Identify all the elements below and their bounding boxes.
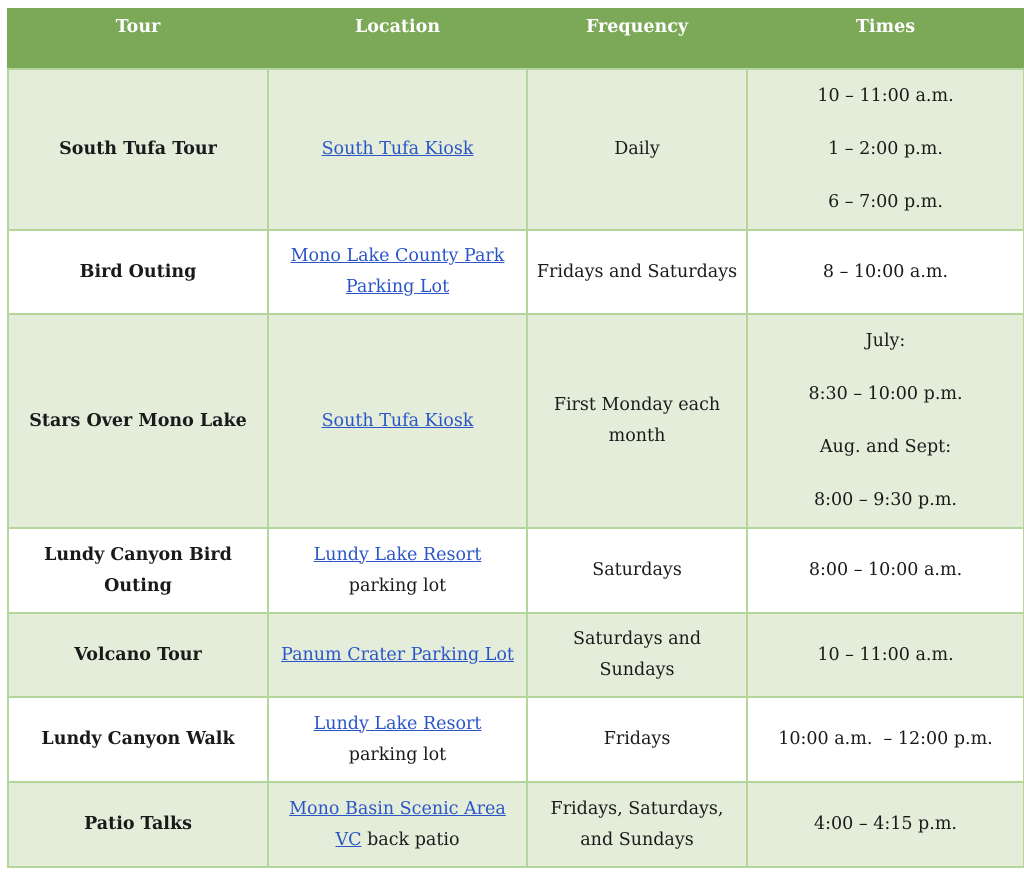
location-suffix: back patio xyxy=(367,829,460,850)
frequency-cell: Fridays xyxy=(527,697,747,782)
tour-schedule-table xyxy=(7,8,1024,868)
frequency-cell: Daily xyxy=(527,69,747,230)
table-row xyxy=(8,314,1024,528)
table-row xyxy=(8,613,1024,697)
time-line: 10 – 11:00 a.m. xyxy=(817,644,954,665)
location-link[interactable]: Panum Crater Parking Lot xyxy=(281,644,514,665)
table-row xyxy=(8,697,1024,782)
times-cell xyxy=(747,230,1024,314)
table-row xyxy=(8,69,1024,230)
tour-name: Lundy Canyon Walk xyxy=(8,697,268,782)
times-cell xyxy=(747,782,1024,867)
time-line: 4:00 – 4:15 p.m. xyxy=(814,814,957,834)
times-cell xyxy=(747,697,1024,782)
location-suffix: parking lot xyxy=(348,744,447,765)
header-tour: Tour xyxy=(8,9,268,69)
time-line: 6 – 7:00 p.m. xyxy=(828,192,943,212)
location-suffix: parking lot xyxy=(348,575,447,596)
table-row xyxy=(8,230,1024,314)
frequency-cell: Fridays, Saturdays, and Sundays xyxy=(527,782,747,867)
time-line: Aug. and Sept: xyxy=(819,437,952,457)
header-row xyxy=(8,9,1024,69)
frequency-cell: Saturdays xyxy=(527,528,747,613)
time-line: July: xyxy=(865,331,906,351)
tour-name: Volcano Tour xyxy=(8,613,268,697)
location-cell xyxy=(268,528,527,613)
tour-name: Bird Outing xyxy=(8,230,268,314)
frequency-cell: First Monday each month xyxy=(527,314,747,528)
location-cell xyxy=(268,782,527,867)
frequency-cell: Fridays and Saturdays xyxy=(527,230,747,314)
times-cell xyxy=(747,528,1024,613)
location-cell xyxy=(268,230,527,314)
tour-name: Patio Talks xyxy=(8,782,268,867)
time-line: 8 – 10:00 a.m. xyxy=(822,261,949,282)
header-frequency: Frequency xyxy=(527,9,747,69)
frequency-cell: Saturdays and Sundays xyxy=(527,613,747,697)
time-line: 8:00 – 9:30 p.m. xyxy=(814,490,957,510)
tour-name: South Tufa Tour xyxy=(8,69,268,230)
location-link[interactable]: South Tufa Kiosk xyxy=(321,139,474,159)
location-link[interactable]: Lundy Lake Resort xyxy=(313,713,482,734)
location-link[interactable]: Mono Basin Scenic Area VC xyxy=(289,798,506,850)
location-cell xyxy=(268,314,527,528)
header-times: Times xyxy=(747,9,1024,69)
times-cell xyxy=(747,69,1024,230)
time-line: 1 – 2:00 p.m. xyxy=(828,139,943,159)
location-link[interactable]: Mono Lake County Park Parking Lot xyxy=(290,246,505,297)
location-link[interactable]: South Tufa Kiosk xyxy=(321,410,474,431)
table-row xyxy=(8,782,1024,867)
times-cell xyxy=(747,314,1024,528)
time-line: 8:30 – 10:00 p.m. xyxy=(808,384,963,404)
time-line: 10:00 a.m. – 12:00 p.m. xyxy=(778,729,993,749)
location-link[interactable]: Lundy Lake Resort xyxy=(313,544,482,565)
header-location: Location xyxy=(268,9,527,69)
location-cell xyxy=(268,613,527,697)
location-cell xyxy=(268,697,527,782)
table-row xyxy=(8,528,1024,613)
time-line: 8:00 – 10:00 a.m. xyxy=(808,560,963,580)
tour-name: Stars Over Mono Lake xyxy=(8,314,268,528)
times-cell xyxy=(747,613,1024,697)
location-cell xyxy=(268,69,527,230)
time-line: 10 – 11:00 a.m. xyxy=(817,86,954,106)
tour-name: Lundy Canyon Bird Outing xyxy=(8,528,268,613)
